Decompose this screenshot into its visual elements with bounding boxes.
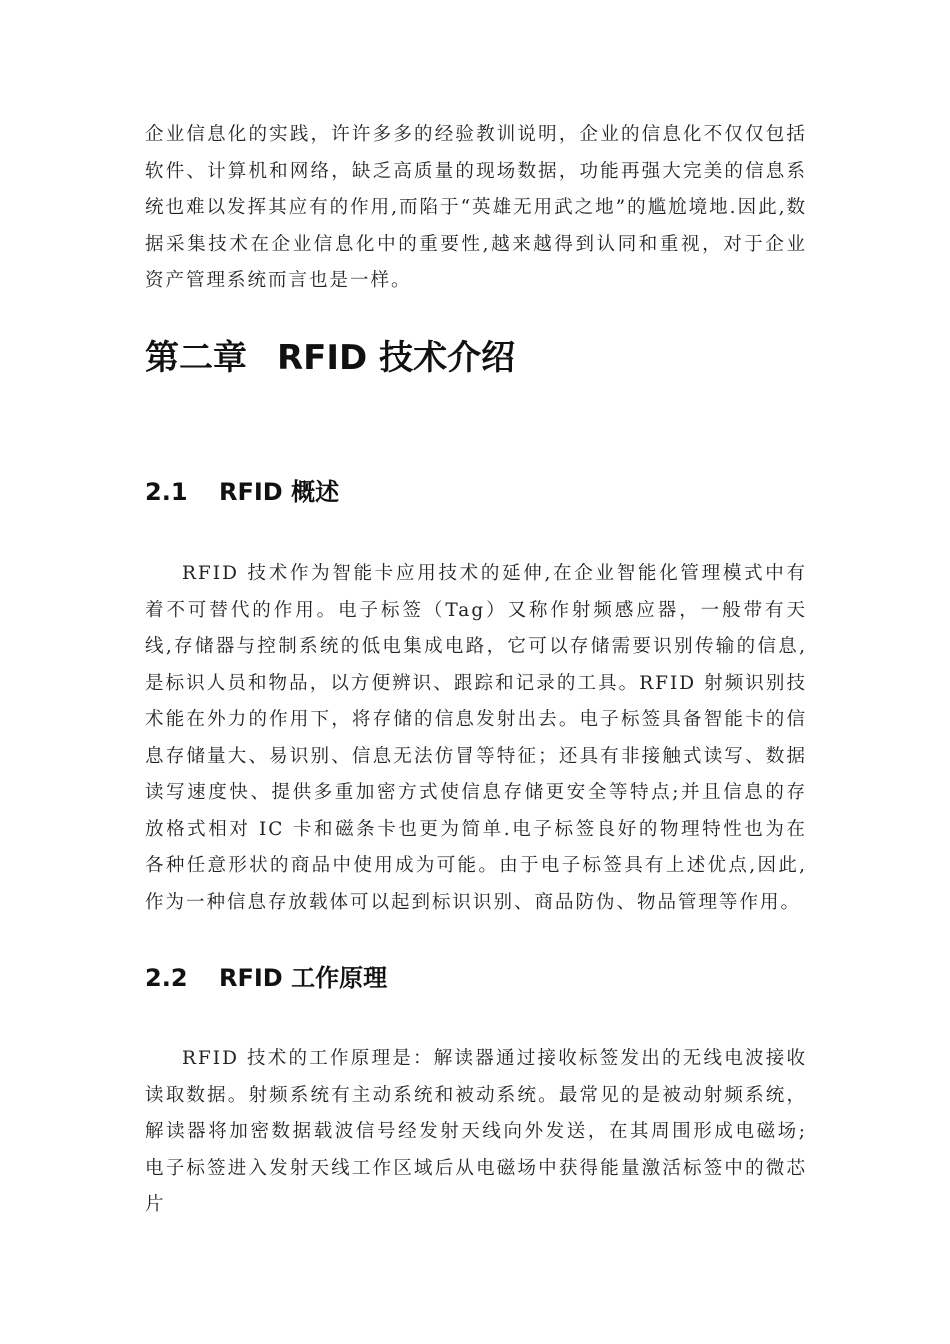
section-heading-2-2 (145, 958, 387, 998)
section-title-text: RFID 概述 (219, 478, 340, 506)
section-heading-2-1 (145, 472, 339, 512)
section-number: 2.1 (145, 478, 188, 506)
chapter-title-text: RFID 技术介绍 (277, 338, 516, 378)
section-title-text: RFID 工作原理 (219, 964, 388, 992)
section-2-1-paragraph: RFID 技术作为智能卡应用技术的延伸,在企业智能化管理模式中有着不可替代的作用。电子标签（Tag）又称作射频感应器，一般带有天线,存储器与控制系统的低电集成电路，它可以存储需要识别传输的信息,是标识人员和物品，以方便辨识、跟踪和记录的工具。RFID 射频识别技术能在外力的作用下，将存储的信息发射出去。电子标签具备智能卡的信息存储量大、易识别、信息无法仿冒等特征；还具有非接触式读写、数据读写速度快、提供多重加密方式使信息存储更安全等特点;并且信息的存放格式相对 IC 卡和磁条卡也更为简单.电子标签良好的物理特性也为在各种任意形状的商品中使用成为可能。由于电子标签具有上述优点,因此,作为一种信息存放载体可以起到标识识别、商品防伪、物品管理等作用。 (145, 563, 807, 913)
section-number: 2.2 (145, 964, 188, 992)
chapter-number: 第二章 (145, 338, 247, 378)
intro-paragraph: 企业信息化的实践，许许多多的经验教训说明，企业的信息化不仅仅包括软件、计算机和网络，缺乏高质量的现场数据，功能再强大完美的信息系统也难以发挥其应有的作用,而陷于“英雄无用武之地”的尴尬境地.因此,数据采集技术在企业信息化中的重要性,越来越得到认同和重视，对于企业资产管理系统而言也是一样。 (145, 124, 807, 291)
chapter-heading (145, 330, 515, 386)
section-2-2-paragraph: RFID 技术的工作原理是：解读器通过接收标签发出的无线电波接收读取数据。射频系统有主动系统和被动系统。最常见的是被动射频系统，解读器将加密数据载波信号经发射天线向外发送，在其周围形成电磁场;电子标签进入发射天线工作区域后从电磁场中获得能量激活标签中的微芯片 (145, 1048, 807, 1215)
